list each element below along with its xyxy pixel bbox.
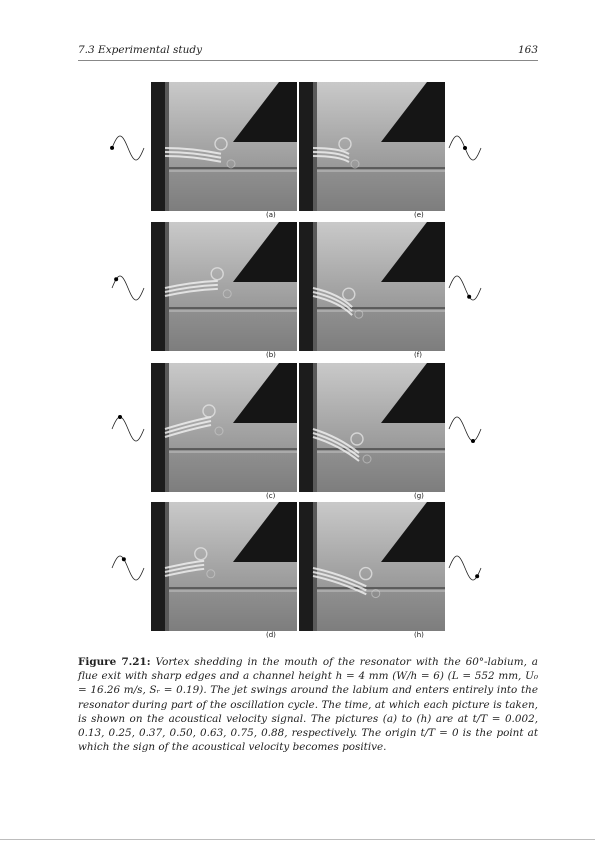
velocity-signal-sketch xyxy=(110,548,146,588)
page-number: 163 xyxy=(517,44,538,56)
velocity-signal-sketch xyxy=(447,409,483,449)
panel-label: (a) xyxy=(266,211,276,219)
panel-label: (f) xyxy=(414,351,422,359)
running-header xyxy=(78,44,538,61)
velocity-signal-sketch xyxy=(110,128,146,168)
velocity-signal-sketch xyxy=(447,128,483,168)
flow-photo xyxy=(151,502,297,631)
flow-photo xyxy=(299,502,445,631)
panel-label: (h) xyxy=(414,631,424,639)
panel-label: (e) xyxy=(414,211,424,219)
velocity-signal-sketch xyxy=(447,548,483,588)
velocity-signal-sketch xyxy=(110,409,146,449)
page-bottom-rule xyxy=(0,839,595,840)
flow-photo xyxy=(151,82,297,211)
panel-label: (g) xyxy=(414,492,424,500)
panel-label: (b) xyxy=(266,351,276,359)
figure-caption xyxy=(78,655,538,754)
flow-photo xyxy=(299,82,445,211)
flow-photo xyxy=(151,363,297,492)
panel-label: (d) xyxy=(266,631,276,639)
velocity-signal-sketch xyxy=(447,268,483,308)
velocity-signal-sketch xyxy=(110,268,146,308)
flow-photo xyxy=(299,222,445,351)
flow-photo xyxy=(151,222,297,351)
caption-lead: Figure 7.21: xyxy=(78,656,151,668)
section-title: 7.3 Experimental study xyxy=(78,44,203,56)
flow-photo xyxy=(299,363,445,492)
caption-text: Vortex shedding in the mouth of the resonator with the 60°-labium, a flue exit with sharp edges and a channel height h = 4 mm (W/h = 6) (L = 552 mm, U₀ = 16.26 m/s, Sᵣ = 0.19). The jet swings around the labium and enters entirely into the resonator during part of the oscillation cycle. The time, at which each picture is taken, is shown on the acoustical velocity signal. The pictures (a) to (h) are at t/T = 0.002, 0.13, 0.25, 0.37, 0.50, 0.63, 0.75, 0.88, respectively. The origin t/T = 0 is the point at which the sign of the acoustical velocity becomes positive. xyxy=(78,656,538,754)
panel-label: (c) xyxy=(266,492,276,500)
